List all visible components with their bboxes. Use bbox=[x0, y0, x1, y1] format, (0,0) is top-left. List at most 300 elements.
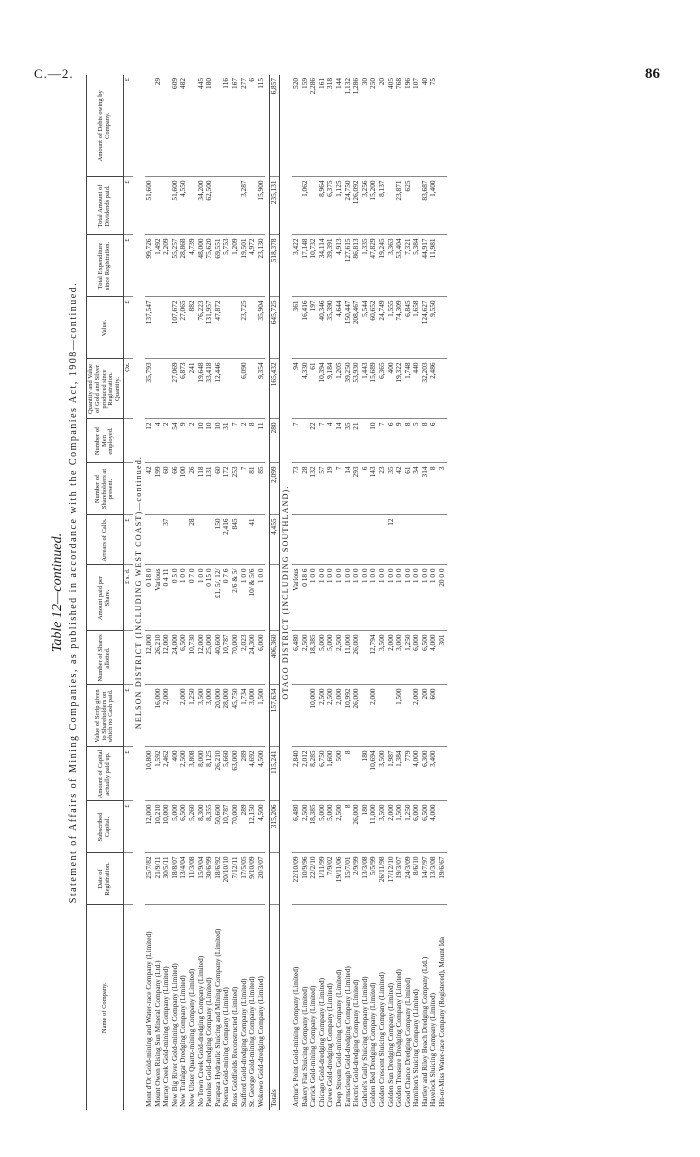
table-cell: £ bbox=[124, 297, 134, 359]
table-cell: 115 bbox=[257, 75, 266, 177]
table-cell: 27,065 bbox=[179, 297, 188, 359]
table-cell: 76,223 bbox=[197, 297, 206, 359]
table-cell: 60 bbox=[214, 463, 223, 515]
table-cell: 500 bbox=[335, 747, 344, 801]
table-row bbox=[438, 75, 447, 1110]
table-cell: 2,462 bbox=[162, 747, 171, 801]
table-cell: Oz. bbox=[124, 359, 134, 419]
table-cell: 2,286 bbox=[309, 75, 318, 177]
table-cell: 19/3/07 bbox=[395, 853, 404, 905]
table-cell: 12 bbox=[145, 419, 154, 463]
table-cell: 15,200 bbox=[369, 177, 378, 235]
table-cell: Paetolus Gold-dredging Company (Limited) bbox=[204, 977, 214, 1107]
table-cell: 768 bbox=[395, 75, 404, 177]
table-cell: 126,092 bbox=[352, 177, 361, 235]
table-cell: Parapara Hydraulic Sluicing and Mining Company (Limited) bbox=[212, 928, 222, 1107]
table-cell: 8,125 bbox=[205, 747, 214, 801]
table-cell: 10/9/96 bbox=[301, 853, 310, 905]
table-cell: 1,443 bbox=[361, 359, 370, 419]
table-cell: 12,000 bbox=[162, 631, 171, 685]
table-cell: 17/5/05 bbox=[240, 853, 249, 905]
column-headers bbox=[87, 75, 124, 1110]
table-cell bbox=[438, 359, 447, 419]
table-cell: 18,385 bbox=[309, 801, 318, 853]
table-cell: 2 bbox=[188, 419, 197, 463]
table-cell: 15,689 bbox=[369, 359, 378, 419]
table-cell: 3 bbox=[438, 463, 447, 515]
table-cell: 27,069 bbox=[171, 359, 180, 419]
table-cell: 81 bbox=[248, 463, 257, 515]
table-cell: 14 bbox=[335, 419, 344, 463]
table-subtitle: Statement of Affairs of Mining Companies, as published in accordance with the Companies Act, 1908—continued. bbox=[68, 281, 79, 904]
table-cell: 19,245 bbox=[378, 235, 387, 297]
table-cell: 5,000 bbox=[326, 801, 335, 853]
table-cell: 4,550 bbox=[179, 177, 188, 235]
table-cell: 2,500 bbox=[179, 747, 188, 801]
table-cell: 318 bbox=[326, 75, 335, 177]
table-cell: 289 bbox=[240, 747, 249, 801]
table-cell bbox=[438, 235, 447, 297]
table-cell: 5,000 bbox=[326, 631, 335, 685]
table-cell: 37 bbox=[162, 515, 171, 565]
table-cell: Electric Gold-dredging Company (Limited) bbox=[351, 979, 361, 1107]
column-header: Amount of Debts owing by Company. bbox=[87, 75, 124, 177]
table-cell bbox=[292, 515, 301, 565]
table-cell: 10 bbox=[197, 419, 206, 463]
table-cell: 14/7/97 bbox=[421, 853, 430, 905]
table-cell: 1 0 0 bbox=[352, 565, 361, 631]
table-cell: 18/8/07 bbox=[171, 853, 180, 905]
table-cell: 115,241 bbox=[270, 747, 280, 801]
table-cell: 48,000 bbox=[197, 235, 206, 297]
table-cell: 24/3/09 bbox=[404, 853, 413, 905]
table-cell: 1,987 bbox=[387, 747, 396, 801]
table-cell: 8/6/10 bbox=[412, 853, 421, 905]
table-cell: 42 bbox=[145, 463, 154, 515]
table-cell: 8 bbox=[248, 419, 257, 463]
table-cell: 1 0 0 bbox=[412, 565, 421, 631]
table-row bbox=[162, 75, 171, 1110]
table-cell: Earnscleugh Gold-dredging Company (Limited) bbox=[342, 966, 352, 1107]
table-cell: 6,375 bbox=[326, 177, 335, 235]
companies-table bbox=[86, 75, 447, 1110]
table-cell: 44,917 bbox=[421, 235, 430, 297]
table-cell: Bakery Flat Sluicing Company (Limited) bbox=[299, 986, 309, 1107]
table-cell bbox=[438, 75, 447, 177]
table-cell: 23,130 bbox=[257, 235, 266, 297]
table-cell: 12,000 bbox=[145, 631, 154, 685]
table-cell: 99,726 bbox=[145, 235, 154, 297]
table-cell bbox=[162, 75, 171, 177]
unit-row bbox=[124, 75, 134, 1110]
table-cell: 0 7 0 bbox=[188, 565, 197, 631]
table-cell: No Town Creek Gold-dredging Company (Limited) bbox=[195, 955, 205, 1107]
table-cell: 7 bbox=[318, 419, 327, 463]
table-cell bbox=[145, 515, 154, 565]
table-row bbox=[421, 75, 430, 1110]
table-cell: £ bbox=[124, 177, 134, 235]
table-cell: 161 bbox=[318, 75, 327, 177]
table-cell: 19 bbox=[326, 463, 335, 515]
table-row bbox=[154, 75, 163, 1110]
table-cell: 143 bbox=[369, 463, 378, 515]
table-cell: 1 0 0 bbox=[326, 565, 335, 631]
table-cell: 60,652 bbox=[369, 297, 378, 359]
table-cell: 31 bbox=[222, 419, 231, 463]
table-cell: 6,500 bbox=[179, 631, 188, 685]
table-cell: 11,981 bbox=[429, 235, 438, 297]
table-cell: 131 bbox=[205, 463, 214, 515]
table-cell: 1 0 0 bbox=[344, 565, 353, 631]
table-cell: 20 bbox=[378, 75, 387, 177]
table-cell: 4,000 bbox=[412, 747, 421, 801]
table-cell: 127,615 bbox=[344, 235, 353, 297]
table-cell: 47,829 bbox=[369, 235, 378, 297]
table-cell: 50,600 bbox=[214, 801, 223, 853]
table-row bbox=[404, 75, 413, 1110]
table-cell: 26/11/98 bbox=[378, 853, 387, 905]
table-cell: 24,750 bbox=[344, 177, 353, 235]
table-cell: 1,125 bbox=[335, 177, 344, 235]
table-cell: 5,000 bbox=[171, 801, 180, 853]
table-cell bbox=[154, 359, 163, 419]
table-cell: 0 5 0 bbox=[171, 565, 180, 631]
table-cell: 1,209 bbox=[231, 235, 240, 297]
table-cell: 107,672 bbox=[171, 297, 180, 359]
table-cell: 12,000 bbox=[145, 801, 154, 853]
table-cell: 118 bbox=[197, 463, 206, 515]
table-cell: 4,330 bbox=[301, 359, 310, 419]
table-cell: 6,480 bbox=[292, 801, 301, 853]
table-cell: 1,400 bbox=[429, 177, 438, 235]
table-cell: 5,384 bbox=[412, 235, 421, 297]
table-cell bbox=[309, 515, 318, 565]
table-cell: 1 0 0 bbox=[309, 565, 318, 631]
table-row bbox=[257, 75, 266, 1110]
table-cell: 250 bbox=[369, 75, 378, 177]
table-cell: 30 bbox=[361, 75, 370, 177]
table-cell: 4,500 bbox=[257, 747, 266, 801]
table-cell: 293 bbox=[352, 463, 361, 515]
table-cell: 100 bbox=[179, 463, 188, 515]
table-cell: 159 bbox=[301, 75, 310, 177]
table-cell: 14 bbox=[344, 463, 353, 515]
column-header: Amount paid per Share. bbox=[87, 565, 124, 631]
table-cell bbox=[361, 515, 370, 565]
table-cell: 1,250 bbox=[404, 631, 413, 685]
table-cell: 1 0 0 bbox=[404, 565, 413, 631]
table-cell: 20 0 0 bbox=[438, 565, 447, 631]
table-cell: 2,000 bbox=[335, 685, 344, 747]
table-row bbox=[335, 75, 344, 1110]
table-cell: 25,000 bbox=[205, 631, 214, 685]
table-cell: 18/6/92 bbox=[214, 853, 223, 905]
table-cell: 1 0 0 bbox=[318, 565, 327, 631]
column-header: Quantity and Value of Gold and Silver produced since Registration. Quantity. bbox=[87, 359, 124, 419]
table-cell: 53,404 bbox=[395, 235, 404, 297]
table-cell: 85 bbox=[257, 463, 266, 515]
table-cell bbox=[124, 463, 134, 515]
table-cell: 6 bbox=[429, 419, 438, 463]
table-cell bbox=[214, 177, 223, 235]
table-cell: 196 bbox=[404, 75, 413, 177]
table-cell: 86,813 bbox=[352, 235, 361, 297]
table-cell: 61 bbox=[404, 463, 413, 515]
table-cell: 1 0 0 bbox=[240, 565, 249, 631]
table-cell: 0 18 6 bbox=[301, 565, 310, 631]
table-cell: 15/9/04 bbox=[197, 853, 206, 905]
table-cell bbox=[421, 515, 430, 565]
table-row bbox=[352, 75, 361, 1110]
table-cell bbox=[145, 75, 154, 177]
table-cell: 10,732 bbox=[309, 235, 318, 297]
table-cell: 6,750 bbox=[318, 747, 327, 801]
table-cell: 9/10/09 bbox=[248, 853, 257, 905]
table-cell: 17,148 bbox=[301, 235, 310, 297]
table-cell: 13/3/08 bbox=[429, 853, 438, 905]
column-header: Amount of Capital actually paid up. bbox=[87, 747, 124, 801]
table-cell: 10,787 bbox=[222, 631, 231, 685]
table-head bbox=[87, 75, 124, 1110]
table-cell: 28 bbox=[301, 463, 310, 515]
table-cell: 199 bbox=[154, 463, 163, 515]
table-cell: 882 bbox=[188, 297, 197, 359]
table-cell: 54 bbox=[171, 419, 180, 463]
column-header: Value. bbox=[87, 297, 124, 359]
table-cell: 4,972 bbox=[248, 235, 257, 297]
table-cell: 1 0 0 bbox=[361, 565, 370, 631]
table-cell: 1 0 0 bbox=[335, 565, 344, 631]
table-cell: 609 bbox=[171, 75, 180, 177]
table-cell: Mount Owen Rising Sun Mineral Company (Ltd.) bbox=[152, 960, 162, 1107]
table-cell: 32,203 bbox=[421, 359, 430, 419]
table-cell: 22/2/10 bbox=[309, 853, 318, 905]
table-cell: 4,913 bbox=[335, 235, 344, 297]
table-cell: Gabriel's Gully Sluicing Company (Limited) bbox=[359, 976, 369, 1107]
table-cell: 5,260 bbox=[188, 801, 197, 853]
table-cell: 62,500 bbox=[205, 177, 214, 235]
table-cell: Hit-or-Miss Water-race Company (Registered), Mount Ida bbox=[437, 936, 447, 1107]
table-cell: 10,787 bbox=[222, 801, 231, 853]
table-cell: 10/ & 5/6 bbox=[248, 565, 257, 631]
table-cell bbox=[412, 515, 421, 565]
table-cell: 20/3/07 bbox=[257, 853, 266, 905]
table-cell: 7/9/02 bbox=[326, 853, 335, 905]
table-cell: 13/4/04 bbox=[179, 853, 188, 905]
table-cell: 1,592 bbox=[154, 747, 163, 801]
table-cell: £ bbox=[124, 685, 134, 747]
table-cell: 6 bbox=[248, 75, 257, 177]
table-cell: 23,725 bbox=[240, 297, 249, 359]
table-cell: £ bbox=[124, 515, 134, 565]
table-cell: 1 0 0 bbox=[257, 565, 266, 631]
table-cell: 2/9/99 bbox=[352, 853, 361, 905]
table-cell bbox=[438, 515, 447, 565]
table-cell: 1 0 0 bbox=[378, 565, 387, 631]
table-cell: 12,000 bbox=[197, 631, 206, 685]
table-cell: 241 bbox=[188, 359, 197, 419]
table-cell: 167 bbox=[231, 75, 240, 177]
table-cell: 22/10/09 bbox=[292, 853, 301, 905]
table-cell: New Big River Gold-mining Company (Limited) bbox=[169, 963, 179, 1107]
table-cell: 69,551 bbox=[214, 235, 223, 297]
table-cell bbox=[438, 419, 447, 463]
table-cell: 5,753 bbox=[222, 235, 231, 297]
table-cell: 625 bbox=[404, 177, 413, 235]
table-cell: 18,385 bbox=[309, 631, 318, 685]
table-cell: 180 bbox=[205, 75, 214, 177]
table-cell: 19/11/06 bbox=[335, 853, 344, 905]
table-cell: Murray Creek Gold-mining Company (Limited) bbox=[161, 966, 171, 1107]
table-cell: 2,023 bbox=[240, 631, 249, 685]
table-cell: 34,200 bbox=[197, 177, 206, 235]
column-header: Total Amount of Dividends paid. bbox=[87, 177, 124, 235]
table-cell: 11,000 bbox=[344, 631, 353, 685]
table-cell: 5 bbox=[412, 419, 421, 463]
table-row bbox=[248, 75, 257, 1110]
table-cell: 19,648 bbox=[197, 359, 206, 419]
table-cell: 1,500 bbox=[395, 685, 404, 747]
table-cell: 2 bbox=[240, 419, 249, 463]
table-cell: 30/5/11 bbox=[162, 853, 171, 905]
table-cell: 3,400 bbox=[429, 747, 438, 801]
table-cell: Ross Goldfields Reconstructed (Limited) bbox=[230, 986, 239, 1107]
table-cell bbox=[188, 75, 197, 177]
table-cell: 6,500 bbox=[179, 801, 188, 853]
table-cell: 12,446 bbox=[214, 359, 223, 419]
table-cell: 4,644 bbox=[335, 297, 344, 359]
table-cell bbox=[301, 515, 310, 565]
table-cell: 51,600 bbox=[171, 177, 180, 235]
table-cell bbox=[438, 801, 447, 853]
table-cell bbox=[352, 515, 361, 565]
table-cell: 137,547 bbox=[145, 297, 154, 359]
table-row bbox=[292, 75, 301, 1110]
table-cell: 845 bbox=[231, 515, 240, 565]
table-cell bbox=[124, 853, 134, 905]
table-cell: 6,480 bbox=[292, 631, 301, 685]
table-cell: 314 bbox=[421, 463, 430, 515]
table-cell: 11/3/08 bbox=[188, 853, 197, 905]
table-cell: 15/7/01 bbox=[344, 853, 353, 905]
table-cell: 2,099 bbox=[270, 463, 280, 515]
table-cell: 28,000 bbox=[222, 685, 231, 747]
table-cell: 6,845 bbox=[404, 297, 413, 359]
table-cell: 6,857 bbox=[270, 75, 280, 177]
table-cell: 10,992 bbox=[344, 685, 353, 747]
table-cell: 6,500 bbox=[421, 801, 430, 853]
table-cell: 235,131 bbox=[270, 177, 280, 235]
table-row bbox=[318, 75, 327, 1110]
table-cell bbox=[154, 297, 163, 359]
table-cell: 6,000 bbox=[257, 631, 266, 685]
table-cell: Mont d'Or Gold-mining and Water-race Company (Limited) bbox=[144, 931, 154, 1107]
table-cell: Golden Sun Dredging Company (Limited) bbox=[385, 982, 395, 1107]
table-cell bbox=[197, 515, 206, 565]
table-cell: 8,285 bbox=[309, 747, 318, 801]
table-cell: 10 bbox=[369, 419, 378, 463]
table-row bbox=[179, 75, 188, 1110]
table-cell: 6,365 bbox=[378, 359, 387, 419]
table-cell: 57 bbox=[318, 463, 327, 515]
table-cell: Golden Crescent Sluicing Company (Limited) bbox=[376, 972, 386, 1107]
table-cell bbox=[326, 515, 335, 565]
table-cell: 1 0 0 bbox=[369, 565, 378, 631]
table-cell: 9 bbox=[179, 419, 188, 463]
table-cell: 8 bbox=[429, 463, 438, 515]
table-row bbox=[301, 75, 310, 1110]
table-cell: 10 bbox=[214, 419, 223, 463]
table-cell: 5,000 bbox=[318, 631, 327, 685]
table-cell: Golden Treasure Dredging Company (Limited) bbox=[394, 969, 404, 1107]
table-cell: 280 bbox=[270, 419, 280, 463]
table-cell: £ bbox=[124, 235, 134, 297]
table-cell: 26 bbox=[188, 463, 197, 515]
table-cell: 55,257 bbox=[171, 235, 180, 297]
table-cell: 8 bbox=[344, 747, 353, 801]
table-cell: 6,000 bbox=[412, 801, 421, 853]
table-cell: 24,749 bbox=[378, 297, 387, 359]
table-cell: 1,600 bbox=[326, 747, 335, 801]
table-cell: 4 bbox=[154, 419, 163, 463]
table-cell: 26,210 bbox=[154, 631, 163, 685]
table-cell: 33,418 bbox=[205, 359, 214, 419]
table-cell: 253 bbox=[231, 463, 240, 515]
table-cell: 3,422 bbox=[292, 235, 301, 297]
table-cell: 35,904 bbox=[257, 297, 266, 359]
table-cell: 150 bbox=[214, 515, 223, 565]
table-cell: 8,000 bbox=[197, 747, 206, 801]
table-cell: 1 0 0 bbox=[179, 565, 188, 631]
table-cell: Havelock Sluicing Company (Limited) bbox=[428, 992, 438, 1107]
table-cell bbox=[222, 297, 231, 359]
table-cell: 406,360 bbox=[270, 631, 280, 685]
table-cell: 23 bbox=[378, 463, 387, 515]
table-cell: 277 bbox=[240, 75, 249, 177]
table-cell: 35,390 bbox=[326, 297, 335, 359]
table-cell: 11,000 bbox=[369, 801, 378, 853]
totals-row bbox=[270, 75, 280, 1110]
table-cell: 10,730 bbox=[188, 631, 197, 685]
table-row bbox=[214, 75, 223, 1110]
table-cell: 518,378 bbox=[270, 235, 280, 297]
table-row bbox=[309, 75, 318, 1110]
table-cell: Hartley and Riley Beach Dredging Company (Ltd.) bbox=[419, 956, 429, 1107]
column-header: Date of Registration. bbox=[87, 853, 124, 905]
table-cell: 8,355 bbox=[205, 801, 214, 853]
table-cell: 24,000 bbox=[171, 631, 180, 685]
page-header-code: C.—2. bbox=[34, 66, 74, 81]
table-cell: 2,416 bbox=[222, 515, 231, 565]
table-cell: Stafford Gold-dredging Company (Limited) bbox=[238, 978, 248, 1107]
table-cell: 7,321 bbox=[404, 235, 413, 297]
table-row bbox=[145, 75, 154, 1110]
table-cell: 23,871 bbox=[395, 177, 404, 235]
column-header: Subscribed Capital. bbox=[87, 801, 124, 853]
table-cell: 34 bbox=[412, 463, 421, 515]
table-cell: 74,309 bbox=[395, 297, 404, 359]
table-cell bbox=[438, 685, 447, 747]
table-cell: 180 bbox=[361, 747, 370, 801]
table-cell: 6,500 bbox=[421, 631, 430, 685]
table-cell: 4,500 bbox=[257, 801, 266, 853]
table-cell: 63,000 bbox=[231, 747, 240, 801]
table-cell: 39,391 bbox=[326, 235, 335, 297]
table-cell: Carrick Gold-mining Company (Limited) bbox=[308, 985, 318, 1107]
table-cell: 2 bbox=[162, 419, 171, 463]
table-cell: 2,500 bbox=[335, 801, 344, 853]
table-cell: 208,467 bbox=[352, 297, 361, 359]
